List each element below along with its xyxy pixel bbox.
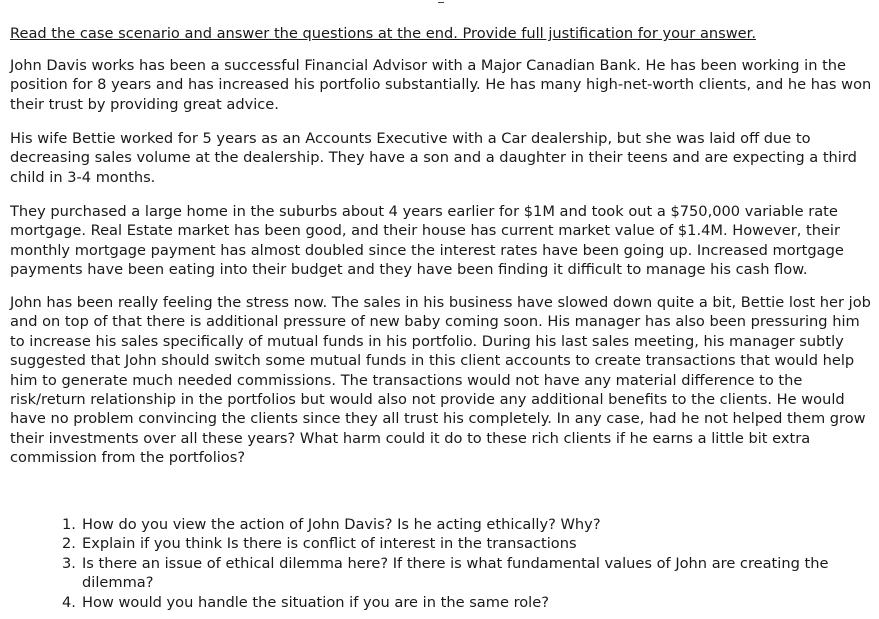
paragraph-1: John Davis works has been a successful Financial Advisor with a Major Canadian Bank. He has been working in the position for 8 years and has increased his portfolio substantially. He has many high-net-worth clients, and he has won their trust by providing great advice. <box>10 57 872 113</box>
question-number: 4. <box>62 593 76 611</box>
question-text: How do you view the action of John Davis? Is he acting ethically? Why? <box>82 516 601 533</box>
questions-list <box>10 515 876 612</box>
page-top-marker <box>438 2 444 3</box>
question-text: Is there an issue of ethical dilemma here? If there is what fundamental values of John are creating the dilemma? <box>82 554 829 592</box>
paragraph-4: John has been really feeling the stress now. The sales in his business have slowed down quite a bit, Bettie lost her job and on top of that there is additional pressure of new baby coming soon. His manager has also been pressuring him to increase his sales specifically of mutual funds in his portfolio. During his last sales meeting, his manager subtly suggested that John should switch some mutual funds in this client accounts to create transactions that would help him to generate much needed commissions. The transactions would not have any material difference to the risk/return relationship in the portfolios but would also not provide any additional benefits to the clients. He would have no problem convincing the clients since they all trust his completely. In any case, had he not helped them grow their investments over all these years? What harm could it do to these rich clients if he earns a little bit extra commission from the portfolios? <box>10 294 871 467</box>
question-number: 2. <box>62 535 76 553</box>
paragraph-3: They purchased a large home in the suburbs about 4 years earlier for $1M and took out a $750,000 variable rate mortgage. Real Estate market has been good, and their house has current market value of $1.4M. However, their monthly mortgage payment has almost doubled since the interest rates have been going up. Increased mortgage payments have been eating into their budget and they have been finding it difficult to manage his cash flow. <box>10 203 844 279</box>
question-text: How would you handle the situation if you are in the same role? <box>82 593 549 611</box>
question-item <box>10 534 876 553</box>
question-item <box>10 515 876 534</box>
question-item <box>10 554 876 593</box>
question-text: Explain if you think Is there is conflict of interest in the transactions <box>82 535 577 553</box>
paragraph-2: His wife Bettie worked for 5 years as an Accounts Executive with a Car dealership, but she was laid off due to decreasing sales volume at the dealership. They have a son and a daughter in their teens and are expecting a third child in 3-4 months. <box>10 130 857 186</box>
question-item <box>10 593 876 612</box>
question-number: 1. <box>62 516 76 533</box>
question-number: 3. <box>62 554 76 572</box>
instructions-heading: Read the case scenario and answer the questions at the end. Provide full justification for your answer. <box>10 25 756 42</box>
